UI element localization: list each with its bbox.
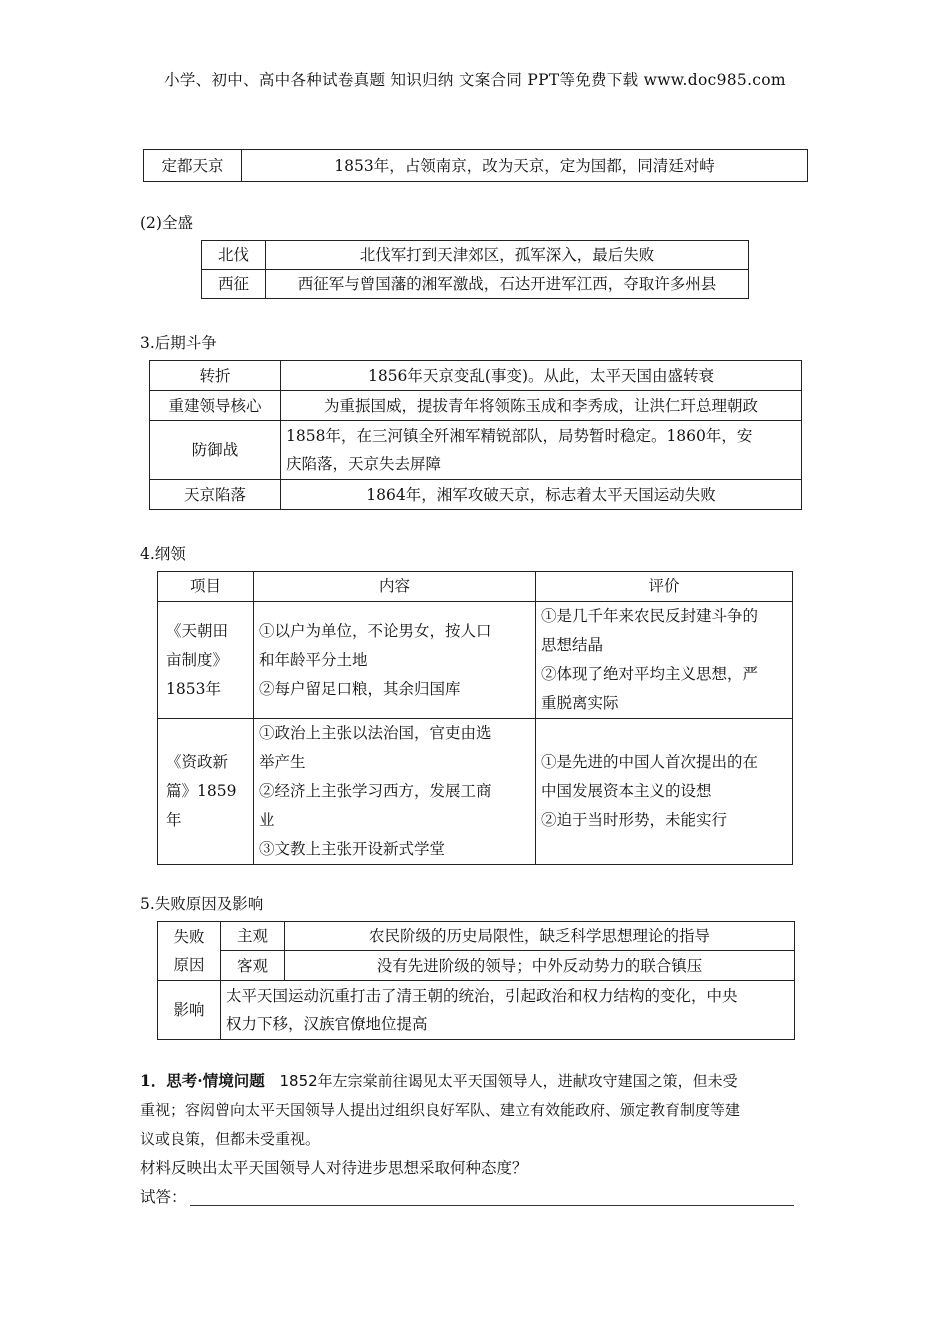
zizheng-content-line: ①政治上主张以法治国，官吏由选	[259, 724, 492, 742]
zizheng-content-line: ③文教上主张开设新式学堂	[259, 840, 446, 858]
impact-label: 影响	[158, 981, 221, 1040]
tianchao-eval-line: 思想结晶	[541, 636, 604, 654]
page-header: 小学、初中、高中各种试卷真题 知识归纳 文案合同 PPT等免费下载 www.doc985.com	[164, 71, 786, 89]
capital-label: 定都天京	[144, 150, 242, 182]
subjective-label: 主观	[221, 922, 285, 951]
zizheng-content	[254, 719, 536, 865]
question-block	[140, 1066, 812, 1212]
capital-table	[143, 149, 808, 182]
tianchao-item-line: 《天朝田	[166, 621, 229, 640]
tianchao-eval-line: ②体现了绝对平均主义思想，严	[541, 665, 759, 683]
subjective-content: 农民阶级的历史局限性，缺乏科学思想理论的指导	[285, 922, 795, 951]
objective-content: 没有先进阶级的领导；中外反动势力的联合镇压	[285, 951, 795, 981]
tianchao-content-line: ②每户留足口粮，其余归国库	[259, 679, 461, 698]
turning-point-label: 转折	[150, 361, 281, 391]
northern-expedition-content: 北伐军打到天津郊区，孤军深入，最后失败	[266, 241, 749, 270]
zizheng-content-line: 举产生	[259, 753, 306, 771]
failure-cause-label-line: 原因	[173, 956, 205, 974]
zizheng-eval-line: ①是先进的中国人首次提出的在	[541, 753, 759, 771]
question-text-3: 议或良策，但都未受重视。	[140, 1130, 321, 1148]
tianchao-eval-line: 重脱离实际	[541, 694, 619, 712]
rebuild-leadership-content: 为重振国威，提拔青年将领陈玉成和李秀成，让洪仁玕总理朝政	[281, 391, 802, 421]
header-item: 项目	[158, 572, 254, 602]
failure-cause-label-line: 失败	[173, 928, 205, 946]
northern-expedition-label: 北伐	[202, 241, 266, 270]
objective-label: 客观	[221, 951, 285, 981]
impact-content	[221, 981, 795, 1040]
question-prompt: 材料反映出太平天国领导人对待进步思想采取何种态度？	[140, 1159, 528, 1177]
tianchao-item-line: 1853年	[166, 679, 221, 698]
zizheng-eval-line: 中国发展资本主义的设想	[541, 782, 712, 800]
tianchao-content-line: 和年龄平分土地	[259, 650, 368, 669]
answer-input-line[interactable]	[190, 1205, 794, 1206]
western-expedition-content: 西征军与曾国藩的湘军激战，石达开进军江西，夺取许多州县	[266, 270, 749, 299]
zizheng-content-line: 业	[259, 811, 275, 829]
defense-war-label: 防御战	[150, 421, 281, 480]
impact-line: 权力下移，汉族官僚地位提高	[226, 1015, 428, 1033]
header-content: 内容	[254, 572, 536, 602]
capital-content: 1853年，占领南京，改为天京，定为国都，同清廷对峙	[242, 150, 808, 182]
tianchao-eval-line: ①是几千年来农民反封建斗争的	[541, 607, 759, 625]
question-text-1: 1852年左宗棠前往谒见太平天国领导人，进献攻守建国之策，但未受	[279, 1072, 738, 1090]
zizheng-item-line: 《资政新	[166, 753, 229, 771]
question-line-1	[140, 1066, 812, 1096]
defense-war-line: 1858年，在三河镇全歼湘军精锐部队，局势暂时稳定。1860年，安	[286, 427, 753, 445]
tianchao-content-line: ①以户为单位，不论男女，按人口	[259, 621, 492, 640]
tianchao-item-line: 亩制度》	[166, 650, 229, 669]
zizheng-item	[158, 719, 254, 865]
defense-war-content	[281, 421, 802, 480]
section4-title: 4.纲领	[140, 545, 186, 563]
question-number: 1．	[140, 1071, 167, 1090]
turning-point-content: 1856年天京变乱(事变)。从此，太平天国由盛转衰	[281, 361, 802, 391]
defense-war-line: 庆陷落，天京失去屏障	[286, 455, 442, 473]
tianchao-content	[254, 602, 536, 719]
tianjing-fall-content: 1864年，湘军攻破天京，标志着太平天国运动失败	[281, 480, 802, 510]
tianchao-evaluation	[536, 602, 793, 719]
failure-table	[157, 921, 795, 1040]
section2-title: (2)全盛	[140, 214, 193, 232]
header-evaluation: 评价	[536, 572, 793, 602]
tianchao-item	[158, 602, 254, 719]
impact-line: 太平天国运动沉重打击了清王朝的统治，引起政治和权力结构的变化，中央	[226, 987, 738, 1005]
zizheng-evaluation	[536, 719, 793, 865]
zizheng-item-line: 篇》1859	[166, 782, 237, 800]
section3-title: 3.后期斗争	[140, 334, 217, 352]
question-text-2: 重视；容闳曾向太平天国领导人提出过组织良好军队、建立有效能政府、颁定教育制度等建	[140, 1101, 741, 1119]
rebuild-leadership-label: 重建领导核心	[150, 391, 281, 421]
western-expedition-label: 西征	[202, 270, 266, 299]
question-title: 思考·情境问题	[166, 1071, 265, 1090]
section5-title: 5.失败原因及影响	[140, 895, 264, 913]
failure-cause-label	[158, 922, 221, 981]
prosperity-table	[201, 240, 749, 299]
zizheng-eval-line: ②迫于当时形势，未能实行	[541, 811, 728, 829]
tianjing-fall-label: 天京陷落	[150, 480, 281, 510]
zizheng-item-line: 年	[166, 811, 182, 829]
program-table	[157, 571, 793, 865]
late-struggle-table	[149, 360, 802, 510]
answer-label: 试答：	[140, 1188, 187, 1206]
zizheng-content-line: ②经济上主张学习西方，发展工商	[259, 782, 492, 800]
